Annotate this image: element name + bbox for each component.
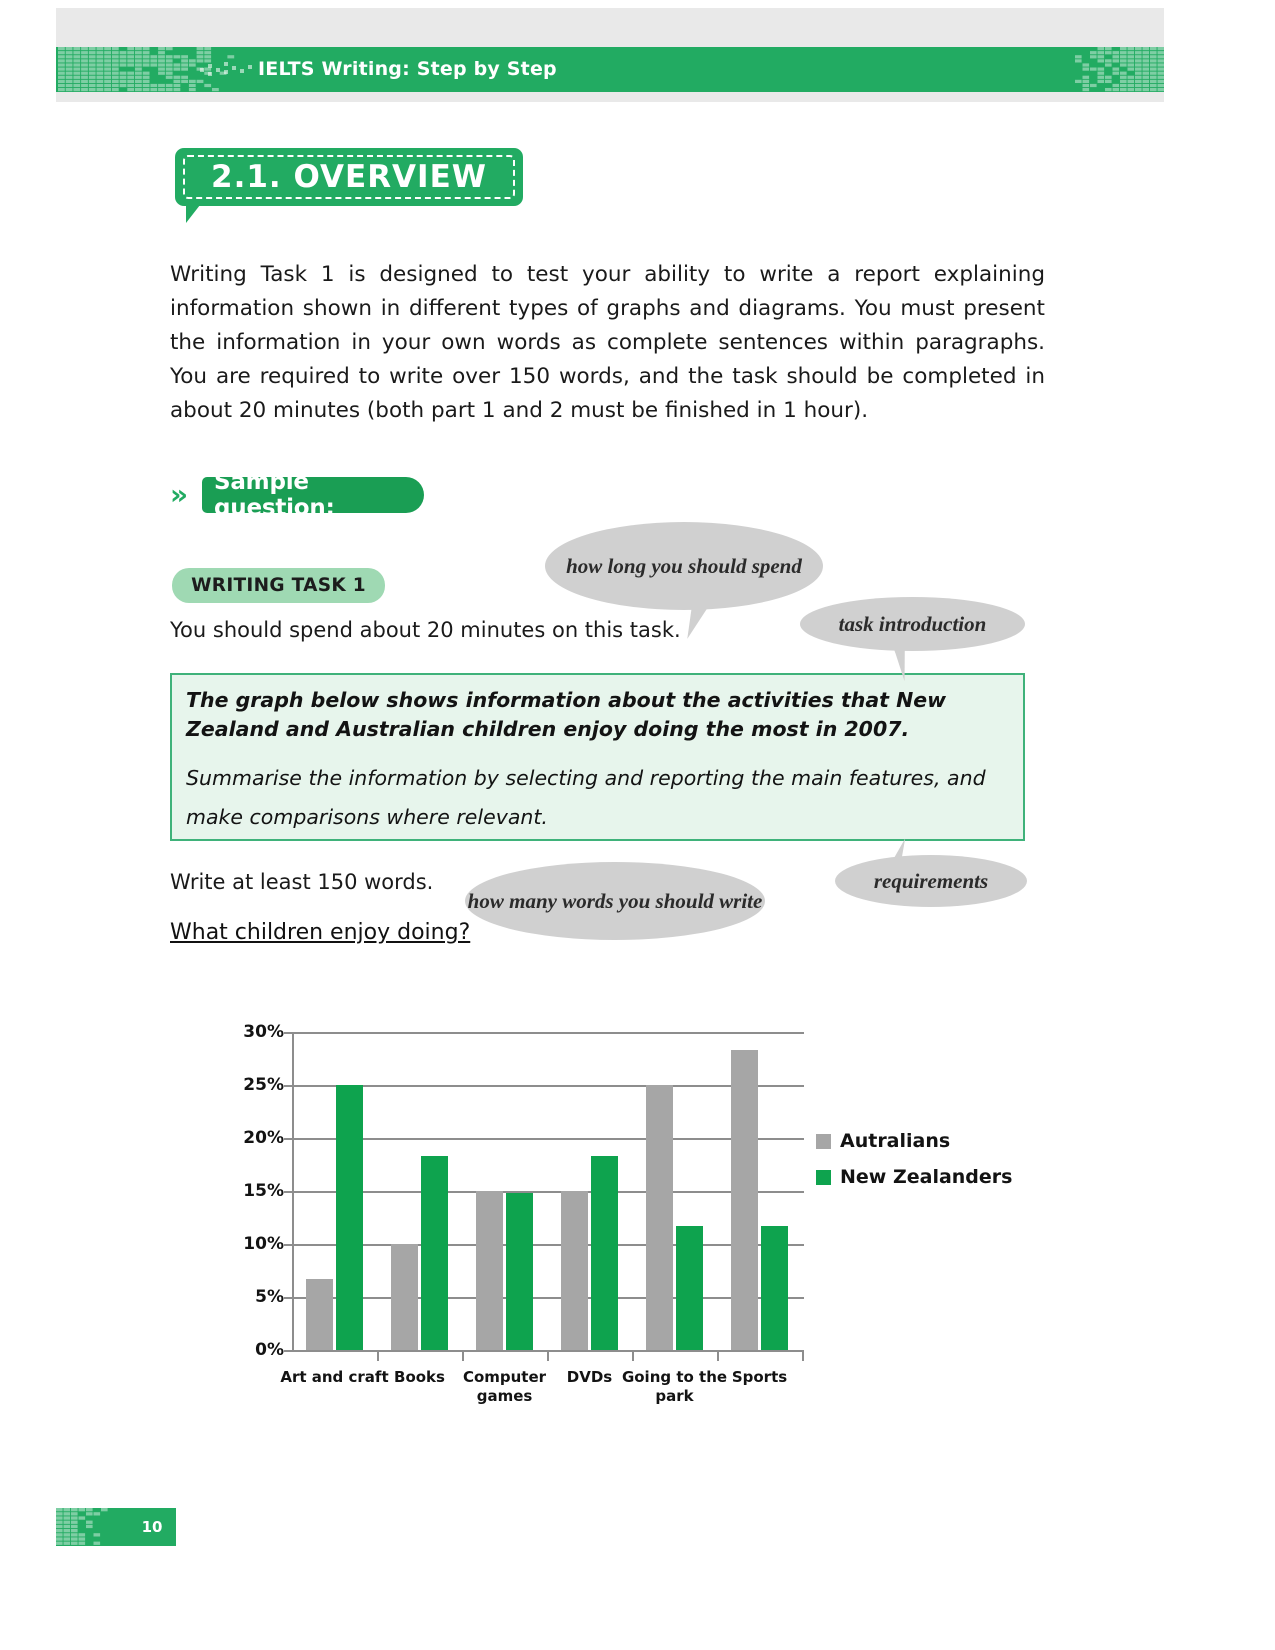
chart-x-label: Sports: [731, 1368, 788, 1386]
bar-australians-3: [561, 1191, 588, 1350]
sample-question-label: Sample question:: [214, 469, 335, 521]
section-title-bubble: [175, 148, 523, 206]
bar-new-zealanders-2: [506, 1193, 533, 1350]
bar-new-zealanders-3: [591, 1156, 618, 1350]
page-number: 10: [141, 1518, 163, 1536]
bar-chart: [236, 1020, 1026, 1480]
header-pixel-pattern-right-icon: [1060, 47, 1165, 92]
task-prompt-regular: Summarise the information by selecting and reporting the main features, and make comparisons where relevant.: [186, 766, 986, 829]
bar-australians-0: [306, 1279, 333, 1350]
callout-task-introduction: task introduction: [800, 597, 1025, 651]
task-word-count: Write at least 150 words.: [170, 870, 434, 894]
legend-label: New Zealanders: [840, 1166, 1013, 1188]
double-chevron-right-icon: »: [170, 478, 189, 511]
chart-y-label: 25%: [243, 1075, 284, 1095]
legend-swatch-icon: [816, 1134, 831, 1149]
chart-legend: [816, 1130, 1012, 1202]
chart-y-label: 15%: [243, 1181, 284, 1201]
left-gutter: [0, 0, 56, 1650]
legend-label: Autralians: [840, 1130, 951, 1152]
chart-x-label: Going to the park: [621, 1368, 728, 1405]
overview-paragraph: Writing Task 1 is designed to test your ability to write a report explaining information shown in different types of graphs and diagrams. You must present the information in your own words as complete sentences within paragraphs. You are required to write over 150 words, and the task should be completed in about 20 minutes (both part 1 and 2 must be finished in 1 hour).: [170, 262, 1045, 423]
header-title: IELTS Writing: Step by Step: [258, 58, 557, 80]
callout-how-long-you-should-spend: how long you should spend: [545, 522, 823, 610]
task-time-instruction: You should spend about 20 minutes on this task.: [170, 618, 681, 642]
writing-task-badge: WRITING TASK 1: [172, 568, 385, 603]
bar-new-zealanders-0: [336, 1085, 363, 1350]
footer-pixel-pattern-icon: [56, 1508, 116, 1546]
chart-x-label: Art and craft: [280, 1368, 389, 1386]
section-title-text: 2.1. OVERVIEW: [211, 159, 487, 195]
callout-requirements: requirements: [835, 855, 1027, 907]
legend-item-1: [816, 1166, 1012, 1188]
bar-new-zealanders-4: [676, 1226, 703, 1350]
task-prompt-box: [170, 673, 1025, 841]
chart-x-label: Books: [394, 1368, 445, 1386]
chart-y-label: 10%: [243, 1234, 284, 1254]
bar-australians-2: [476, 1191, 503, 1350]
chart-y-label: 0%: [255, 1340, 284, 1360]
bar-australians-4: [646, 1085, 673, 1350]
chart-y-label: 20%: [243, 1128, 284, 1148]
bar-australians-5: [731, 1050, 758, 1350]
chart-y-label: 5%: [255, 1287, 284, 1307]
legend-item-0: [816, 1130, 1012, 1152]
legend-swatch-icon: [816, 1170, 831, 1185]
callout-how-many-words-you-should-write: how many words you should write: [465, 862, 765, 940]
chart-question-title: What children enjoy doing?: [170, 920, 471, 945]
chart-x-label: DVDs: [566, 1368, 613, 1386]
task-prompt-bold: The graph below shows information about the activities that New Zealand and Australian children enjoy doing the most in 2007.: [186, 688, 947, 741]
bar-new-zealanders-1: [421, 1156, 448, 1350]
bar-australians-1: [391, 1244, 418, 1350]
sample-question-pill: [202, 469, 424, 521]
header-pixel-dots-icon: [196, 60, 256, 80]
bar-new-zealanders-5: [761, 1226, 788, 1350]
chart-x-label: Computer games: [462, 1368, 547, 1405]
chart-y-label: 30%: [243, 1022, 284, 1042]
section-title-tail: [186, 205, 200, 223]
